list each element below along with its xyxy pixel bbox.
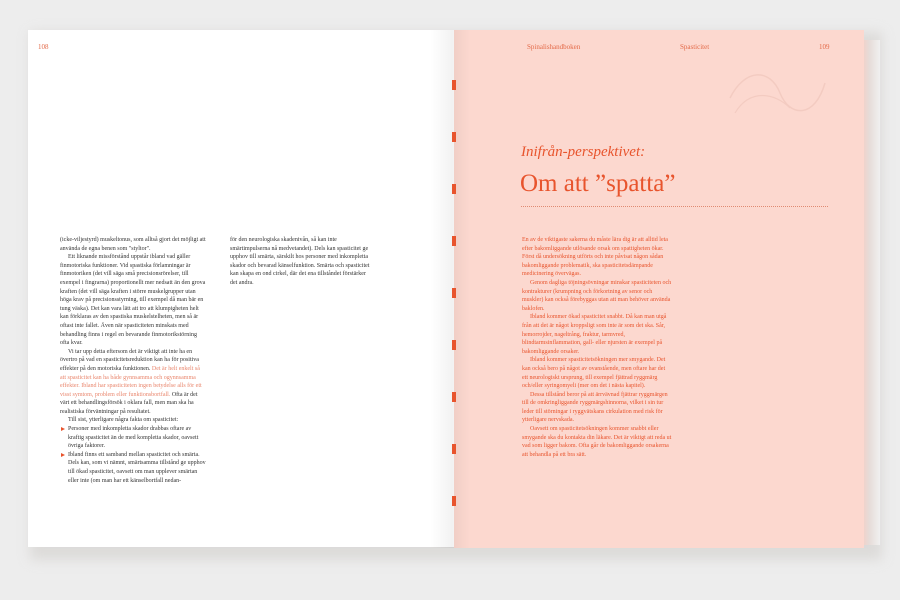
binding-stitch: [452, 392, 456, 402]
binding-stitch: [452, 288, 456, 298]
bullet-item: Personer med inkompletta skador drabbas oftare av kraftig spasticitet än de med kompletta skador, oavsett övriga faktorer.: [60, 425, 206, 451]
paragraph: (icke-viljestyrd) muskeltonus, som alltså gjort det möjligt att använda de egna benen som "styltor".: [60, 237, 206, 252]
binding-stitch: [452, 236, 456, 246]
body-column-right: [522, 236, 672, 459]
section-kicker: Inifrån-perspektivet:: [521, 144, 646, 160]
body-column-1: [60, 236, 206, 485]
page-edges: [862, 40, 880, 545]
binding-stitch: [452, 496, 456, 506]
paragraph-text: Vi tar upp detta eftersom det är viktigt att inte ha en övertro på vad en spasticitetsreduktion kan ha för positiva effekter på den motoriska funktionen.: [60, 348, 199, 372]
paragraph: En av de viktigaste sakerna du måste lära dig är att alltid leta efter bakomliggande utlösande orsak om spattigheten ökar. Först då undersökning utförts och inte påvisat någon sådan bakomliggande problematik, ska spasticitetsdämpande medicinering övervägas.: [522, 237, 668, 278]
background-illustration: [720, 58, 830, 128]
paragraph: Ett liknande missförstånd uppstår ibland vad gäller finmotoriska funktioner. Vid spastiska förlamningar är finmotoriken (det vill säga små precisionsrörelser, till exempel i fingrarna) proportionellt mer nedsatt än den grova kraften (det vill säga kraften i större muskelgrupper utan höga krav på precisionsstyrning, till exempel då man bär en tung väska). Det kan vara lätt att tro att klumpigheten helt kan förklaras av den spastiska muskelstelheten, men så är oftast inte fallet. Även när spasticiteten minskats med behandling finns i regel en bevarande finmotorikstörning ofta kvar.: [60, 254, 206, 347]
paragraph: Till sist, ytterligare några fakta om spasticitet:: [68, 417, 179, 424]
paragraph: Ibland kommer spasticitetsökningen mer smygande. Det kan också bero på något av ovanstående, men oftare har det ett neurologiskt ursprung, till exempel fjättrad ryggmärg och/eller syringomyeli (mer om det i nästa kapitel).: [522, 357, 666, 390]
paragraph: [60, 348, 206, 417]
body-column-2: [230, 236, 372, 288]
bullet-item: Ibland finns ett samband mellan spasticitet och smärta. Dels kan, som vi nämnt, smärtsamma tillstånd ge upphov till ökad spasticitet, oavsett om man upplever smärtan eller inte (om man har ett känselbortfall nedan-: [60, 451, 206, 485]
binding-stitch: [452, 132, 456, 142]
paragraph: Oavsett om spasticitetsökningen kommer snabbt eller smygande ska du kontakta din läkare. Det är viktigt att reda ut vad som ligger bakom. Ofta går de bakomliggande orsakerna att behandla på ett bra sätt.: [522, 426, 672, 458]
page-number-right: 109: [819, 43, 830, 51]
paragraph-text: Ofta är det värt ett behandlingsförsök i oklara fall, men man ska ha realistiska förväntningar på resultatet.: [60, 391, 198, 415]
paragraph: Ibland kommer ökad spasticitet snabbt. Då kan man utgå från att det är något kroppsligt som inte är som det ska. Sår, hemorrojder, nageltrång, fraktur, tarmvred, blindtarmsinflammation, gall- eller njursten är exempel på bakomliggande orsaker.: [522, 314, 667, 355]
paragraph: för den neurologiska skadenivån, så kan inte smärtimpulserna nå medvetandet). Dels kan spasticitet ge upphov till smärta, särskilt hos personer med inkompletta skador och bevarad känselfunktion. Smärta och spasticitet kan skapa en ond cirkel, där det ena tillståndet förstärker det andra.: [230, 237, 370, 286]
page-title: Om att ”spatta”: [520, 170, 676, 197]
binding-stitch: [452, 340, 456, 350]
divider: [521, 206, 828, 207]
gutter: [430, 30, 470, 548]
page-number-left: 108: [38, 43, 49, 51]
highlighted-text: Det är helt enkelt så att spasticitet kan ha både gynnsamma och ogynnsamma effekter. Ibland har spasticiteten ingen betydelse alls för ett visst symtom, problem eller funktionsbortfall.: [60, 365, 202, 398]
binding-stitch: [452, 444, 456, 454]
paragraph: Genom dagliga töjningsövningar minskar spasticiteten och kontrakturer (krumpning och förkortning av senor och muskler) kan också förebyggas utan att man behöver använda baklofen.: [522, 279, 672, 312]
paragraph: Dessa tillstånd beror på att ärrvävnad fjättrar ryggmärgen till de omkringliggande ryggmärgshinnorna, vilket i sin tur leder till störningar i ryggvätskans cirkulation med risk för ytterligare nervskada.: [522, 391, 668, 424]
running-head-section: Spasticitet: [680, 43, 710, 51]
running-head-title: Spinalishandboken: [527, 43, 581, 51]
binding-stitch: [452, 184, 456, 194]
binding-stitch: [452, 80, 456, 90]
